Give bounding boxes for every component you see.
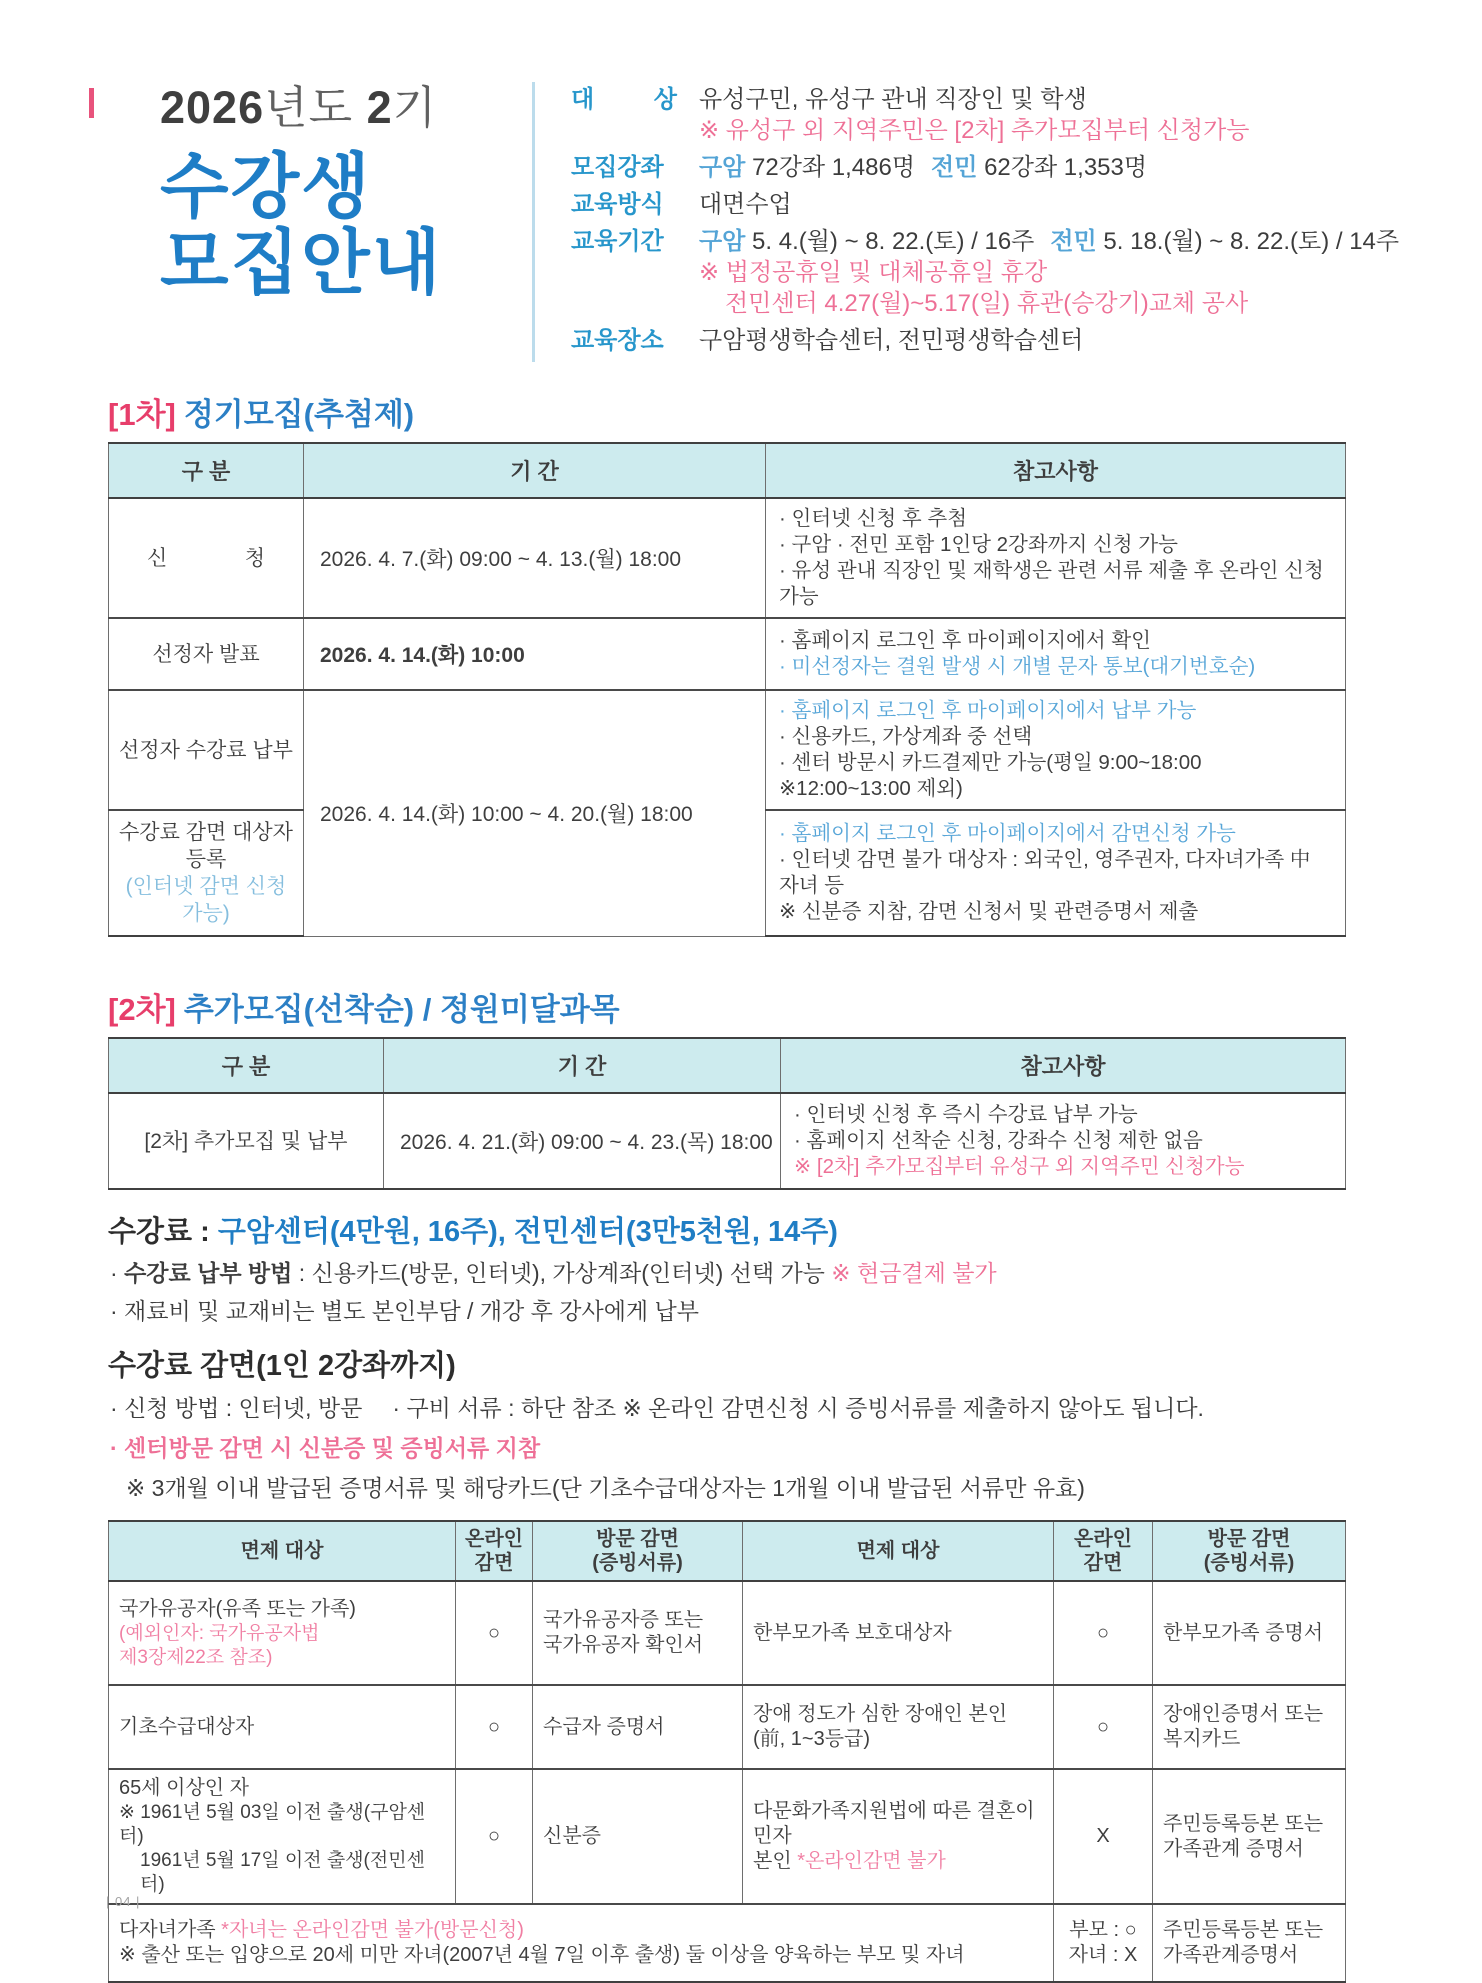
doc-line: 장애인증명서 또는	[1163, 1703, 1324, 1725]
target-pink-note: *자녀는 온라인감면 불가(방문신청)	[221, 1919, 524, 1941]
category-line-2: (인터넷 감면 신청 가능)	[125, 875, 287, 925]
cell-exempt-target: 한부모가족 보호대상자	[743, 1581, 1054, 1685]
target-line: (前, 1~3등급)	[753, 1728, 870, 1750]
header-line: 감면	[1083, 1552, 1123, 1574]
cell-online-mark: X	[1054, 1769, 1153, 1904]
discount-howto-line	[110, 1392, 1482, 1424]
note-line: · 홈페이지 로그인 후 마이페이지에서 납부 가능	[779, 699, 1197, 722]
fee-payment-method-line	[110, 1258, 1482, 1288]
target-note: ※ 유성구 외 지역주민은 [2차] 추가모집부터 신청가능	[699, 117, 1250, 144]
apply-method-text: : 인터넷, 방문	[219, 1395, 363, 1421]
section-title-round2	[108, 993, 1482, 1027]
cell-notes	[766, 690, 1346, 810]
target-line: 다문화가족지원법에 따른 결혼이민자	[753, 1800, 1035, 1847]
info-row-courses	[571, 152, 1399, 183]
note-line: · 미선정자는 결원 발생 시 개별 문자 통보(대기번호순)	[779, 655, 1256, 678]
fee-method-text: : 신용카드(방문, 인터넷), 가상계좌(인터넷) 선택 가능	[292, 1260, 832, 1286]
col-header-notes: 참고사항	[781, 1038, 1346, 1093]
cell-online-mark: ○	[456, 1685, 533, 1769]
note-line: · 홈페이지 선착순 신청, 강좌수 신청 제한 없음	[794, 1129, 1203, 1152]
period-note-1: ※ 법정공휴일 및 대체공휴일 휴강	[699, 259, 1048, 286]
info-row-period	[571, 226, 1399, 319]
title-block	[160, 82, 532, 362]
target-text: 본인	[753, 1850, 798, 1872]
courses-guam: 72강좌 1,486명	[745, 154, 916, 181]
apply-method-label: 신청 방법	[124, 1395, 220, 1421]
table-additional-recruitment	[108, 1037, 1346, 1190]
cell-exempt-target: 기초수급대상자	[109, 1685, 456, 1769]
col-header-notes: 참고사항	[766, 443, 1346, 498]
doc-line: 국가유공자증 또는	[543, 1609, 704, 1631]
round2-badge: [2차]	[108, 992, 176, 1027]
note-line: · 유성 관내 직장인 및 재학생은 관련 서류 제출 후 온라인 신청 가능	[779, 559, 1324, 608]
method-text: 대면수업	[699, 191, 792, 218]
period-guam: 5. 4.(월) ~ 8. 22.(토) / 16주	[745, 228, 1035, 255]
fee-heading-value: 구암센터(4만원, 16주), 전민센터(3만5천원, 14주)	[217, 1216, 838, 1248]
cell-visit-docs	[1153, 1904, 1346, 1982]
header-line: 방문 감면	[1207, 1528, 1291, 1550]
period-note-2: 전민센터 4.27(월)~5.17(일) 휴관(승강기)교체 공사	[725, 290, 1249, 317]
target-line: ※ 출산 또는 입양으로 20세 미만 자녀(2007년 4월 7일 이후 출생) 둘 이상을 양육하는 부모 및 자녀	[119, 1944, 965, 1966]
col-header-visit-discount	[1153, 1521, 1346, 1581]
round2-title: 추가모집(선착순) / 정원미달과목	[183, 992, 620, 1027]
note-line: · 홈페이지 로그인 후 마이페이지에서 확인	[779, 629, 1151, 652]
table-regular-recruitment	[108, 442, 1346, 937]
cell-online-mark: ○	[1054, 1685, 1153, 1769]
period-jeonmin: 5. 18.(월) ~ 8. 22.(토) / 14주	[1096, 228, 1400, 255]
note-line: · 신용카드, 가상계좌 중 선택	[779, 725, 1033, 748]
cell-exempt-target	[743, 1685, 1054, 1769]
kicker	[160, 82, 532, 134]
discount-section	[108, 1348, 1482, 1504]
category-line-1: 수강료 감면 대상자 등록	[119, 821, 293, 871]
cell-category: 선정자 발표	[109, 618, 304, 690]
cell-period-merged: 2026. 4. 14.(화) 10:00 ~ 4. 20.(월) 18:00	[304, 690, 766, 936]
corner-mark	[89, 88, 94, 118]
table-row-multichild-family	[109, 1904, 1346, 1982]
cell-exempt-target	[109, 1769, 456, 1904]
col-header-period: 기 간	[384, 1038, 781, 1093]
cell-visit-docs: 수급자 증명서	[533, 1685, 743, 1769]
doc-line: 가족관계 증명서	[1163, 1837, 1304, 1860]
col-header-exempt-target: 면제 대상	[109, 1521, 456, 1581]
cell-category	[109, 810, 304, 936]
center-name: 전민	[1050, 228, 1097, 255]
col-header-online-discount	[1054, 1521, 1153, 1581]
table-row-announcement	[109, 618, 1346, 690]
note-line: · 인터넷 신청 후 추첨	[779, 507, 968, 530]
place-text: 구암평생학습센터, 전민평생학습센터	[699, 327, 1084, 354]
fee-method-label: 수강료 납부 방법	[124, 1260, 293, 1286]
cell-notes	[766, 498, 1346, 618]
table-header-row	[109, 443, 1346, 498]
cell-category	[109, 498, 304, 618]
kicker-text: 년도	[264, 82, 367, 133]
table-row-senior-marriageimmigrant	[109, 1769, 1346, 1904]
center-name: 구암	[699, 228, 746, 255]
cell-category: [2차] 추가모집 및 납부	[109, 1093, 384, 1189]
info-label: 모집강좌	[571, 154, 664, 181]
header-line: 온라인	[1074, 1528, 1132, 1550]
note-line: · 센터 방문시 카드결제만 가능(평일 9:00~18:00 ※12:00~13:00 제외)	[779, 751, 1202, 800]
info-label: 대 상	[571, 86, 677, 113]
doc-line: 주민등록등본 또는	[1163, 1919, 1324, 1941]
cell-visit-docs	[533, 1581, 743, 1685]
page-number: | 04 |	[106, 1894, 141, 1909]
table-row-payment	[109, 690, 1346, 810]
cell-online-mark: ○	[456, 1769, 533, 1904]
info-row-target	[571, 84, 1399, 146]
target-line: 국가유공자(유족 또는 가족)	[119, 1597, 356, 1620]
courses-text	[699, 152, 1147, 183]
fee-section	[108, 1214, 1482, 1326]
info-value	[699, 84, 1249, 146]
documents-label: 구비 서류	[406, 1395, 502, 1421]
doc-line: 가족관계증명서	[1163, 1944, 1299, 1966]
fee-materials-line: · 재료비 및 교재비는 별도 본인부담 / 개강 후 강사에게 납부	[110, 1298, 699, 1324]
bullet: ·	[110, 1395, 125, 1421]
kicker-term-suffix: 기	[392, 82, 438, 133]
mark-line: 자녀 : X	[1068, 1944, 1138, 1966]
discount-validity-note: ※ 3개월 이내 발급된 증명서류 및 해당카드(단 기초수급대상자는 1개월 이내 발급된 서류만 유효)	[126, 1475, 1085, 1501]
info-label: 교육방식	[571, 191, 664, 218]
col-header-period: 기 간	[304, 443, 766, 498]
target-note: ※ 1961년 5월 03일 이전 출생(구암센터)	[119, 1802, 426, 1847]
courses-jeonmin: 62강좌 1,353명	[977, 154, 1148, 181]
page	[0, 82, 1482, 1972]
center-name: 구암	[699, 154, 746, 181]
mark-line: 부모 : ○	[1069, 1919, 1137, 1941]
info-row-place	[571, 325, 1399, 356]
documents-text: : 하단 참조 ※ 온라인 감면신청 시 증빙서류를 제출하지 않아도 됩니다.	[501, 1395, 1204, 1421]
target-note: 제3장제22조 참조)	[119, 1646, 273, 1668]
bullet: ·	[392, 1395, 407, 1421]
table-row-round2	[109, 1093, 1346, 1189]
page-title-line-1: 수강생	[160, 148, 372, 227]
cell-period: 2026. 4. 21.(화) 09:00 ~ 4. 23.(목) 18:00	[384, 1093, 781, 1189]
target-line	[753, 1849, 1043, 1874]
cell-online-mark	[1054, 1904, 1153, 1982]
cell-notes	[766, 618, 1346, 690]
note-line: ※ 신분증 지참, 감면 신청서 및 관련증명서 제출	[779, 900, 1199, 923]
target-line: 65세 이상인 자	[119, 1777, 249, 1799]
header-line: (증빙서류)	[1203, 1552, 1295, 1574]
cell-category: 선정자 수강료 납부	[109, 690, 304, 810]
section-title-round1	[108, 398, 1482, 432]
cell-period: 2026. 4. 14.(화) 10:00	[304, 618, 766, 690]
table-row-veterans-singleparent	[109, 1581, 1346, 1685]
doc-line: 국가유공자 확인서	[543, 1634, 704, 1656]
table-row-application	[109, 498, 1346, 618]
center-name: 전민	[931, 154, 978, 181]
col-header-exempt-target: 면제 대상	[743, 1521, 1054, 1581]
col-header-category: 구 분	[109, 1038, 384, 1093]
kicker-year: 2026	[160, 82, 265, 133]
round1-title: 정기모집(추첨제)	[183, 397, 415, 432]
target-pink-note: *온라인감면 불가	[797, 1850, 946, 1872]
header-line: 온라인	[465, 1528, 523, 1550]
cell-visit-docs: 신분증	[533, 1769, 743, 1904]
header-line: 감면	[474, 1552, 514, 1574]
info-value	[699, 152, 1147, 183]
info-block	[532, 82, 1399, 362]
target-line: 장애 정도가 심한 장애인 본인	[753, 1703, 1008, 1725]
cell-notes	[766, 810, 1346, 936]
doc-line: 주민등록등본 또는	[1163, 1812, 1324, 1835]
table-exemption	[108, 1520, 1346, 1983]
period-text	[699, 226, 1399, 257]
col-header-online-discount	[456, 1521, 533, 1581]
note-line: · 구암 · 전민 포함 1인당 2강좌까지 신청 가능	[779, 533, 1178, 556]
target-text: 유성구민, 유성구 관내 직장인 및 학생	[699, 86, 1087, 113]
cell-period: 2026. 4. 7.(화) 09:00 ~ 4. 13.(월) 18:00	[304, 498, 766, 618]
target-note: (예외인자: 국가유공자법	[119, 1622, 320, 1644]
fee-cash-warning: ※ 현금결제 불가	[831, 1260, 997, 1286]
doc-line: 복지카드	[1163, 1728, 1241, 1750]
note-line: · 인터넷 신청 후 즉시 수강료 납부 가능	[794, 1103, 1138, 1126]
cell-visit-docs: 한부모가족 증명서	[1153, 1581, 1346, 1685]
cell-online-mark: ○	[456, 1581, 533, 1685]
cell-notes	[781, 1093, 1346, 1189]
target-line	[119, 1918, 1043, 1943]
cell-online-mark: ○	[1054, 1581, 1153, 1685]
cell-visit-docs	[1153, 1769, 1346, 1904]
header	[160, 82, 1482, 362]
round1-badge: [1차]	[108, 397, 176, 432]
col-header-category: 구 분	[109, 443, 304, 498]
note-line: · 홈페이지 로그인 후 마이페이지에서 감면신청 가능	[779, 822, 1236, 845]
discount-visit-warning: · 센터방문 감면 시 신분증 및 증빙서류 지참	[110, 1435, 541, 1461]
category-label: 신 청	[147, 546, 265, 570]
fee-heading	[108, 1214, 1482, 1250]
table-header-row	[109, 1521, 1346, 1581]
info-value	[699, 226, 1399, 319]
table-header-row	[109, 1038, 1346, 1093]
info-row-method	[571, 189, 1399, 220]
fee-heading-label: 수강료 :	[108, 1216, 218, 1248]
target-note: 1961년 5월 17일 이전 출생(전민센터)	[140, 1850, 425, 1895]
table-row-basicwelfare-disabled	[109, 1685, 1346, 1769]
cell-visit-docs	[1153, 1685, 1346, 1769]
info-label: 교육기간	[571, 228, 664, 255]
header-line: (증빙서류)	[592, 1552, 683, 1574]
discount-heading: 수강료 감면(1인 2강좌까지)	[108, 1350, 456, 1382]
cell-exempt-target	[743, 1769, 1054, 1904]
target-text: 다자녀가족	[119, 1919, 222, 1941]
col-header-visit-discount	[533, 1521, 743, 1581]
info-label: 교육장소	[571, 327, 664, 354]
cell-exempt-target-wide	[109, 1904, 1054, 1982]
header-line: 방문 감면	[596, 1528, 679, 1550]
kicker-term: 2	[366, 82, 393, 133]
page-title-line-2: 모집안내	[160, 224, 443, 303]
note-line: ※ [2차] 추가모집부터 유성구 외 지역주민 신청가능	[794, 1155, 1245, 1178]
note-line: · 인터넷 감면 불가 대상자 : 외국인, 영주권자, 다자녀가족 中 자녀 등	[779, 848, 1311, 897]
bullet: ·	[110, 1260, 125, 1286]
cell-exempt-target	[109, 1581, 456, 1685]
